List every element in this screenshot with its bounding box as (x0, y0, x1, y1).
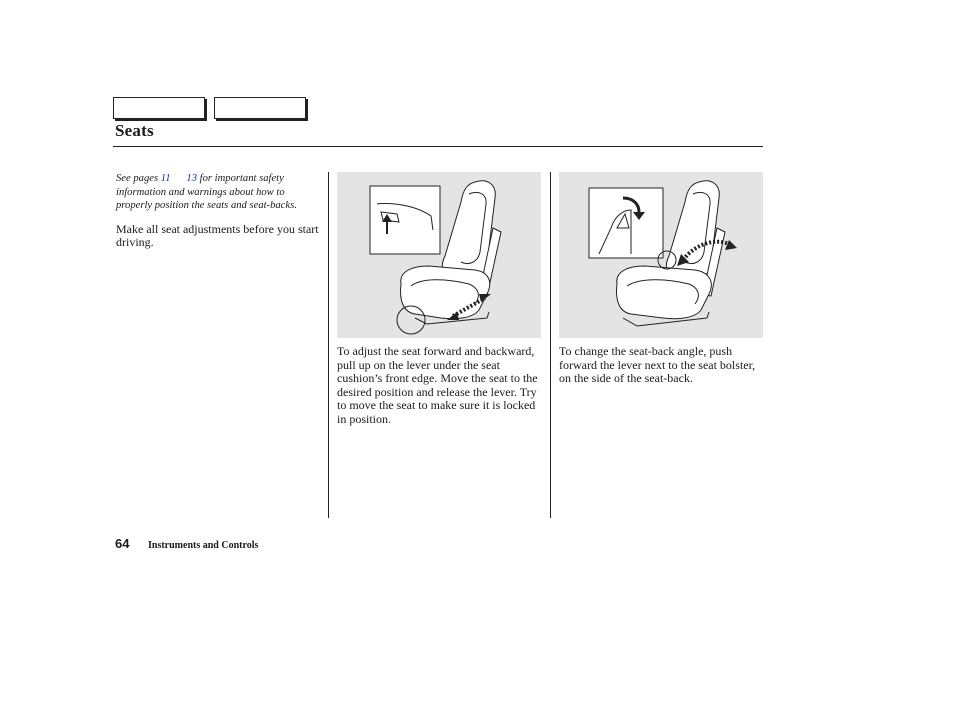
page-number: 64 (115, 536, 130, 551)
seat-back-angle-illustration (559, 172, 763, 338)
seat-fore-aft-drawing (337, 172, 541, 338)
safety-note-suffix: for important safety information and warnings about how to properly position the seats and seat-backs. (116, 173, 297, 212)
fore-aft-text: To adjust the seat forward and backward, pull up on the lever under the seat cushion’s front edge. Move the seat to the desired position and release the lever. Try to move the seat to make sure it is locked in position. (337, 344, 538, 426)
safety-note-prefix: See pages (116, 173, 161, 184)
seat-back-angle-drawing (559, 172, 763, 338)
fore-aft-caption (337, 345, 543, 427)
nav-button-previous[interactable] (113, 97, 205, 119)
seat-back-text: To change the seat-back angle, push forward the lever next to the seat bolster, on the side of the seat-back. (559, 344, 756, 386)
seat-back-caption (559, 345, 765, 386)
intro-text: Make all seat adjustments before you start driving. (116, 221, 319, 250)
page-link-13[interactable]: 13 (186, 173, 198, 184)
seat-fore-aft-illustration (337, 172, 541, 338)
column-divider (328, 172, 329, 518)
page-link-11[interactable]: 11 (160, 173, 171, 184)
safety-note (116, 172, 321, 213)
lever-inset (370, 186, 440, 254)
title-divider (113, 146, 763, 147)
nav-button-next[interactable] (214, 97, 306, 119)
intro-column (116, 172, 321, 250)
column-divider (550, 172, 551, 518)
page-title: Seats (115, 121, 154, 140)
section-name: Instruments and Controls (148, 540, 259, 551)
